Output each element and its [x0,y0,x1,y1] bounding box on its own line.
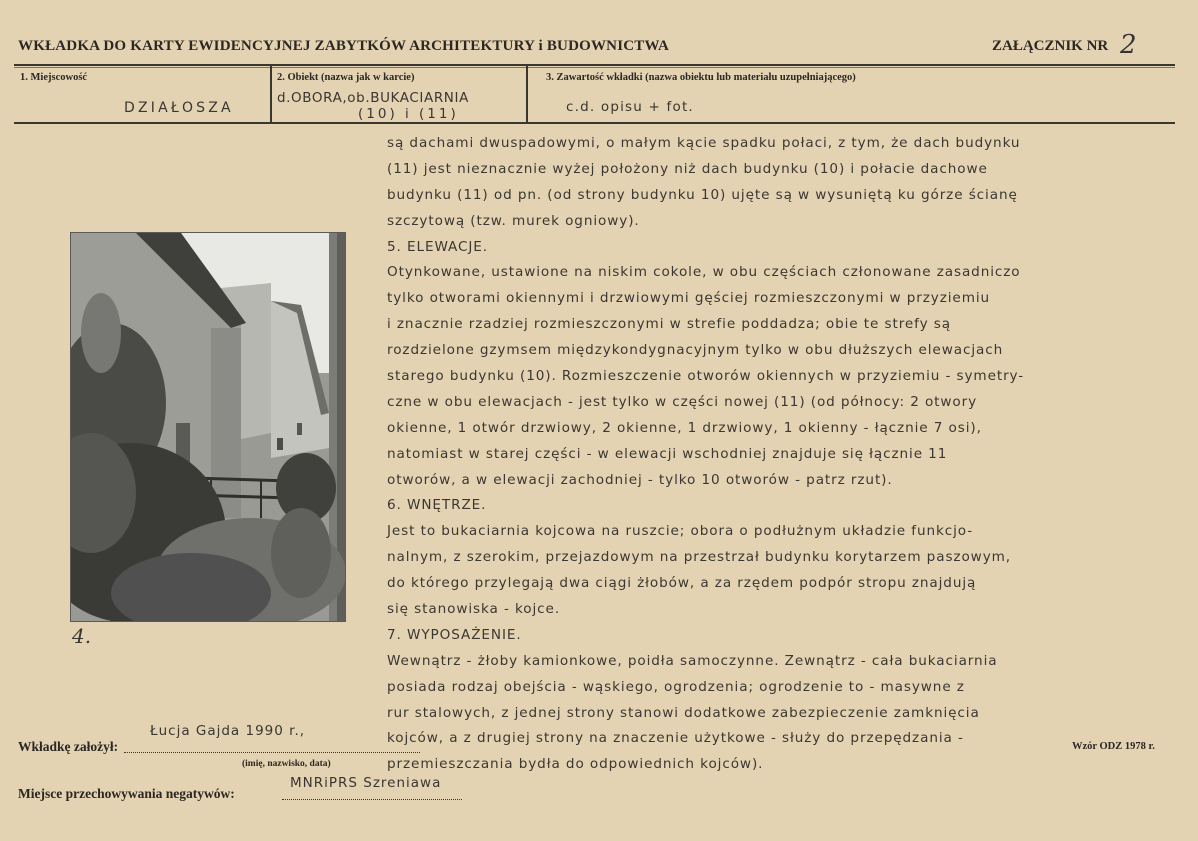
text-line: otworów, a w elewacji zachodniej - tylko 10 otworów - patrz rzut). [387,471,893,488]
object-value-line1: d.OBORA,ob.BUKACIARNIA [277,90,469,106]
text-line: rozdzielone gzymsem międzykondygnacyjnym tylko w obu dłuższych elewacjach [387,342,1004,359]
text-line: budynku (11) od pn. (od strony budynku 10) ujęte są w wysuniętą ku górze ścianę [387,186,1018,203]
content-label: 3. Zawartość wkładki (nazwa obiektu lub materiału uzupełniającego) [546,72,856,83]
text-line: się stanowiska - kojce. [387,601,561,618]
text-line: przemieszczania bydła do odpowiednich kojców). [387,756,764,773]
author-value: Łucja Gajda 1990 r., [150,723,306,739]
text-line: natomiast w starej części - w elewacji wschodniej znajduje się łącznie 11 [387,445,948,462]
storage-label: Miejsce przechowywania negatywów: [18,786,235,801]
object-value-line2: (10) i (11) [358,106,459,122]
text-line: posiada rodzaj obejścia - wąskiego, ogrodzenia; ogrodzenie to - masywne z [387,678,965,695]
header-rule-top [14,64,1175,66]
building-photo-graphic [71,233,345,621]
text-line: Otynkowane, ustawione na niskim cokole, w obu częściach członowane zasadniczo [387,264,1021,281]
fields-rule-bottom [14,122,1175,124]
text-line: są dachami dwuspadowymi, o małym kącie spadku połaci, z tym, że dach budynku [387,135,1021,151]
content-value: c.d. opisu + fot. [566,99,694,115]
storage-line [282,799,462,800]
text-line: do którego przylegają dwa ciągi żłobów, a za rzędem podpór stropu znajdują [387,575,977,592]
object-label: 2. Obiekt (nazwa jak w karcie) [277,72,415,83]
text-line: 6. WNĘTRZE. [387,497,487,514]
text-line: czne w obu elewacjach - jest tylko w części nowej (11) (od północy: 2 otwory [387,393,978,410]
header-rule-top-thin [14,67,1175,68]
text-line: rur stalowych, z jednej strony stanowi dodatkowe zabezpieczenie zamknięcia [387,704,980,721]
text-line: 5. ELEWACJE. [387,238,489,255]
field-divider-2 [526,66,528,122]
locality-value: DZIAŁOSZA [124,100,234,116]
storage-value: MNRiPRS Szreniawa [290,775,442,791]
text-line: (11) jest nieznacznie wyżej położony niż dach budynku (10) i połacie dachowe [387,160,988,177]
text-line: kojców, a z drugiej strony na znaczenie użytkowe - służy do przepędzania - [387,730,964,747]
annex-number: 2 [1120,30,1137,60]
text-line: Wewnątrz - żłoby kamionkowe, poidła samoczynne. Zewnątrz - cała bukaciarnia [387,652,998,669]
author-line [124,752,420,753]
author-sublabel: (imię, nazwisko, data) [242,759,331,769]
description-text [387,131,1177,778]
locality-label: 1. Miejscowość [20,72,88,83]
text-line: okienne, 1 otwór drzwiowy, 2 okienne, 1 drzwiowy, 1 okienny - łącznie 7 osi), [387,419,982,436]
annex-label: ZAŁĄCZNIK NR [992,38,1109,54]
text-line: nalnym, z szerokim, przejazdowym na przestrzał budynku korytarzem paszowym, [387,549,1011,566]
text-line: starego budynku (10). Rozmieszczenie otworów okiennych w przyziemiu - symetry- [387,368,1025,385]
text-line: szczytową (tzw. murek ogniowy). [387,212,640,229]
field-divider-1 [270,66,272,122]
text-line: i znacznie rzadziej rozmieszczonymi w strefie poddadza; obie te strefy są [387,316,951,333]
author-label: Wkładkę założył: [18,739,119,754]
text-line: 7. WYPOSAŻENIE. [387,626,522,643]
form-id: Wzór ODZ 1978 r. [1072,741,1155,752]
text-line: Jest to bukaciarnia kojcowa na ruszcie; obora o podłużnym układzie funkcjo- [387,523,974,540]
text-line: tylko otworami okiennymi i drzwiowymi gęściej rozmieszczonymi w przyziemiu [387,290,991,307]
card-title: WKŁADKA DO KARTY EWIDENCYJNEJ ZABYTKÓW ARCHITEKTURY i BUDOWNICTWA [18,38,670,54]
building-photo [71,233,345,621]
figure-number: 4. [72,624,92,648]
